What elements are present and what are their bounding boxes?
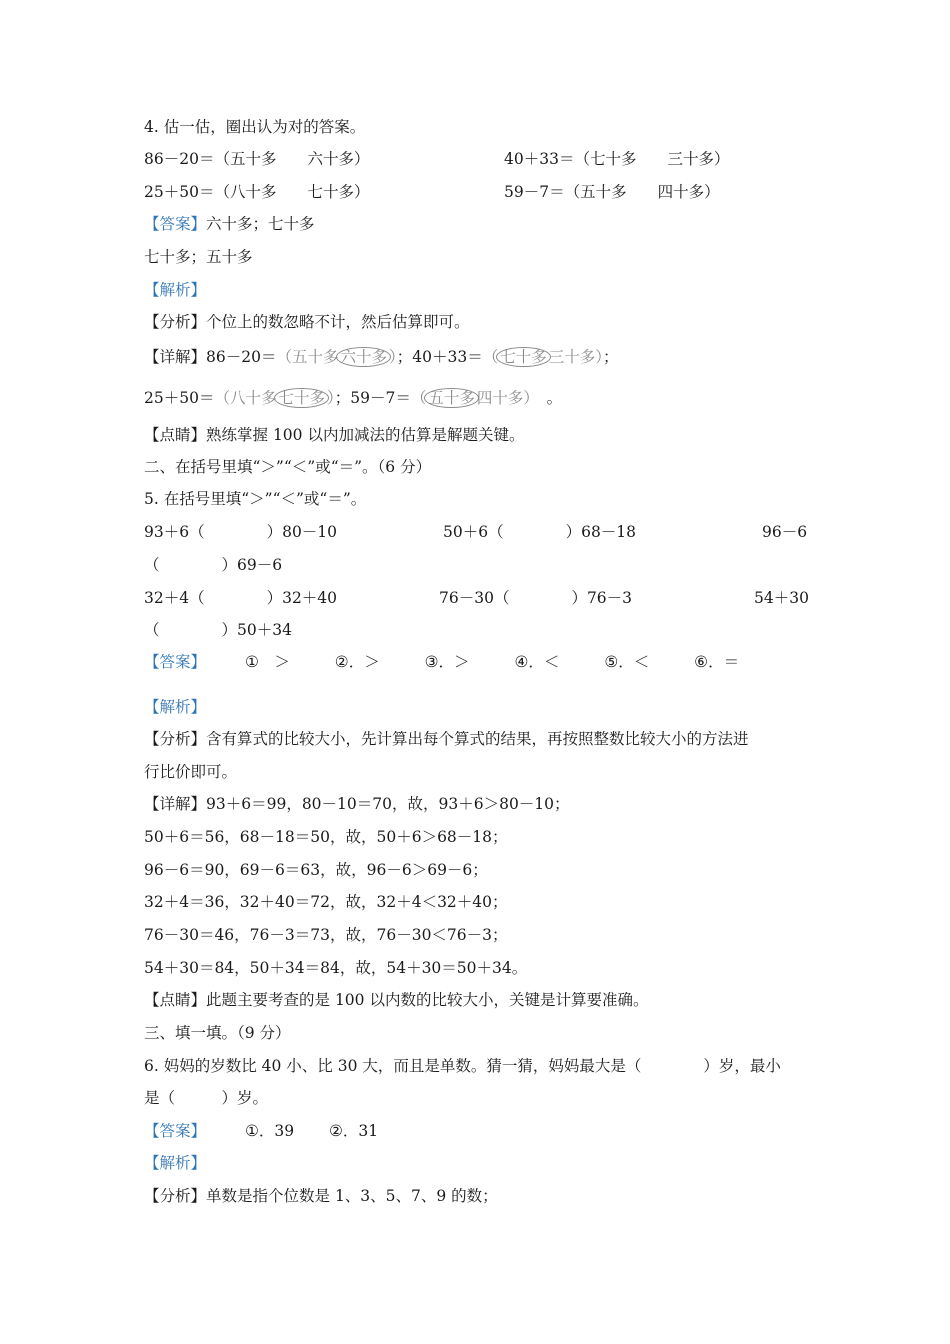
detail-expr: 86－20＝ [206,348,277,366]
q4-answer [144,213,315,235]
fenxi-label: 【分析】 [144,313,207,331]
q5-answer [144,651,739,673]
q4-fenxi [144,311,470,333]
q5-detail-4: 32＋4＝36，32＋40＝72，故，32＋4＜32＋40； [144,893,508,911]
q4-analysis-label: 【解析】 [144,281,207,299]
q4-answer-line2: 七十多；五十多 [144,248,253,266]
answer-item: ① ＞ [244,653,290,671]
fenxi-text: 单数是指个位数是 1、3、5、7、9 的数； [206,1187,498,1205]
q6-title-line1: 6. 妈妈的岁数比 40 小、比 30 大，而且是单数。猜一猜，妈妈最大是（ ）岁，最小 [144,1057,781,1075]
fenxi-text: 含有算式的比较大小，先计算出每个算式的结果，再按照整数比较大小的方法进 [206,730,749,748]
circled-answer: 七十多 [496,347,551,367]
answer-label: 【答案】 [144,1122,207,1140]
q5-detail-2: 50＋6＝56，68－18＝50，故，50＋6＞68－18； [144,828,508,846]
q5-row3-c: 54＋30 [754,589,809,607]
detail-option: （八十多 [214,389,277,407]
q6-fenxi [144,1185,498,1207]
section-2-title: 二、在括号里填“＞”“＜”或“＝”。（6 分） [144,458,432,476]
q5-analysis-label: 【解析】 [144,698,207,716]
xiangjie-label: 【详解】 [144,795,207,813]
q4-row1 [144,148,369,170]
circled-answer: 五十多 [424,388,479,408]
q5-row3-a: 32＋4（ ）32＋40 [144,589,338,607]
dianjing-label: 【点睛】 [144,426,207,444]
detail-expr: ；59－7＝ [334,389,411,407]
detail-end: 。 [531,389,563,407]
q5-row1-a: 93＋6（ ）80－10 [144,523,338,541]
circled-answer: 七十多 [274,388,329,408]
q4-detail-line2 [144,387,562,409]
q5-row2-a: （ ）69－6 [144,556,283,574]
q5-fenxi-cont: 行比价即可。 [144,763,238,781]
q4-row2-right: 59－7＝（五十多 四十多） [504,183,720,201]
q6-analysis-label: 【解析】 [144,1154,207,1172]
answer-label: 【答案】 [144,215,207,233]
q4-row1-left: 86－20＝（五十多 六十多） [144,150,370,168]
detail-expr: ；40＋33＝ [396,348,483,366]
answer-item: ④．＜ [514,653,560,671]
detail-text: 93＋6＝99，80－10＝70，故，93＋6＞80－10； [206,795,570,813]
answer-label: 【答案】 [144,653,207,671]
fenxi-label: 【分析】 [144,730,207,748]
answer-item: ①．39 [244,1122,295,1140]
detail-option: （五十多 [276,348,339,366]
q4-row1-right: 40＋33＝（七十多 三十多） [504,150,730,168]
q5-detail-3: 96－6＝90，69－6＝63，故，96－6＞69－6； [144,861,488,879]
detail-close: ） [389,348,397,366]
detail-expr: 25＋50＝ [144,389,215,407]
answer-item: ②．＞ [334,653,380,671]
q4-detail-line1 [144,346,619,368]
q5-row4-a: （ ）50＋34 [144,621,292,639]
q5-title: 5. 在括号里填“＞”“＜”或“＝”。 [144,490,367,508]
fenxi-text: 个位上的数忽略不计，然后估算即可。 [206,313,470,331]
detail-open: （ [410,389,427,407]
q5-row1-b: 50＋6（ ）68－18 [443,523,637,541]
q5-fenxi [144,728,749,750]
section-3-title: 三、填一填。（9 分） [144,1024,291,1042]
q5-detail-5: 76－30＝46，76－3＝73，故，76－30＜76－3； [144,926,508,944]
answer-item: ⑥．＝ [694,653,740,671]
q5-row1-c: 96－6 [762,523,808,541]
fenxi-label: 【分析】 [144,1187,207,1205]
detail-option: 四十多） [476,389,532,407]
detail-open: （ [482,348,499,366]
circled-answer: 六十多 [336,347,391,367]
q5-detail-6: 54＋30＝84，50＋34＝84，故，54＋30＝50＋34。 [144,959,528,977]
detail-option: 三十多） [548,348,604,366]
dianjing-text: 熟练掌握 100 以内加减法的估算是解题关键。 [206,426,525,444]
answer-text: 六十多；七十多 [206,215,315,233]
q5-row3-b: 76－30（ ）76－3 [439,589,633,607]
q6-answer [144,1120,378,1142]
q4-title: 4. 估一估，圈出认为对的答案。 [144,118,366,136]
q4-dianjing [144,424,524,446]
q6-title-line2: 是（ ）岁。 [144,1089,269,1107]
q4-row2-left: 25＋50＝（八十多 七十多） [144,183,370,201]
xiangjie-label: 【详解】 [144,348,207,366]
answer-item: ②．31 [329,1122,379,1140]
q5-dianjing [144,989,648,1011]
detail-end: ； [603,348,619,366]
dianjing-text: 此题主要考查的是 100 以内数的比较大小，关键是计算要准确。 [206,991,649,1009]
q5-detail-1 [144,793,570,815]
answer-item: ③．＞ [424,653,470,671]
answer-item: ⑤．＜ [604,653,650,671]
detail-close: ） [326,389,335,407]
dianjing-label: 【点睛】 [144,991,207,1009]
